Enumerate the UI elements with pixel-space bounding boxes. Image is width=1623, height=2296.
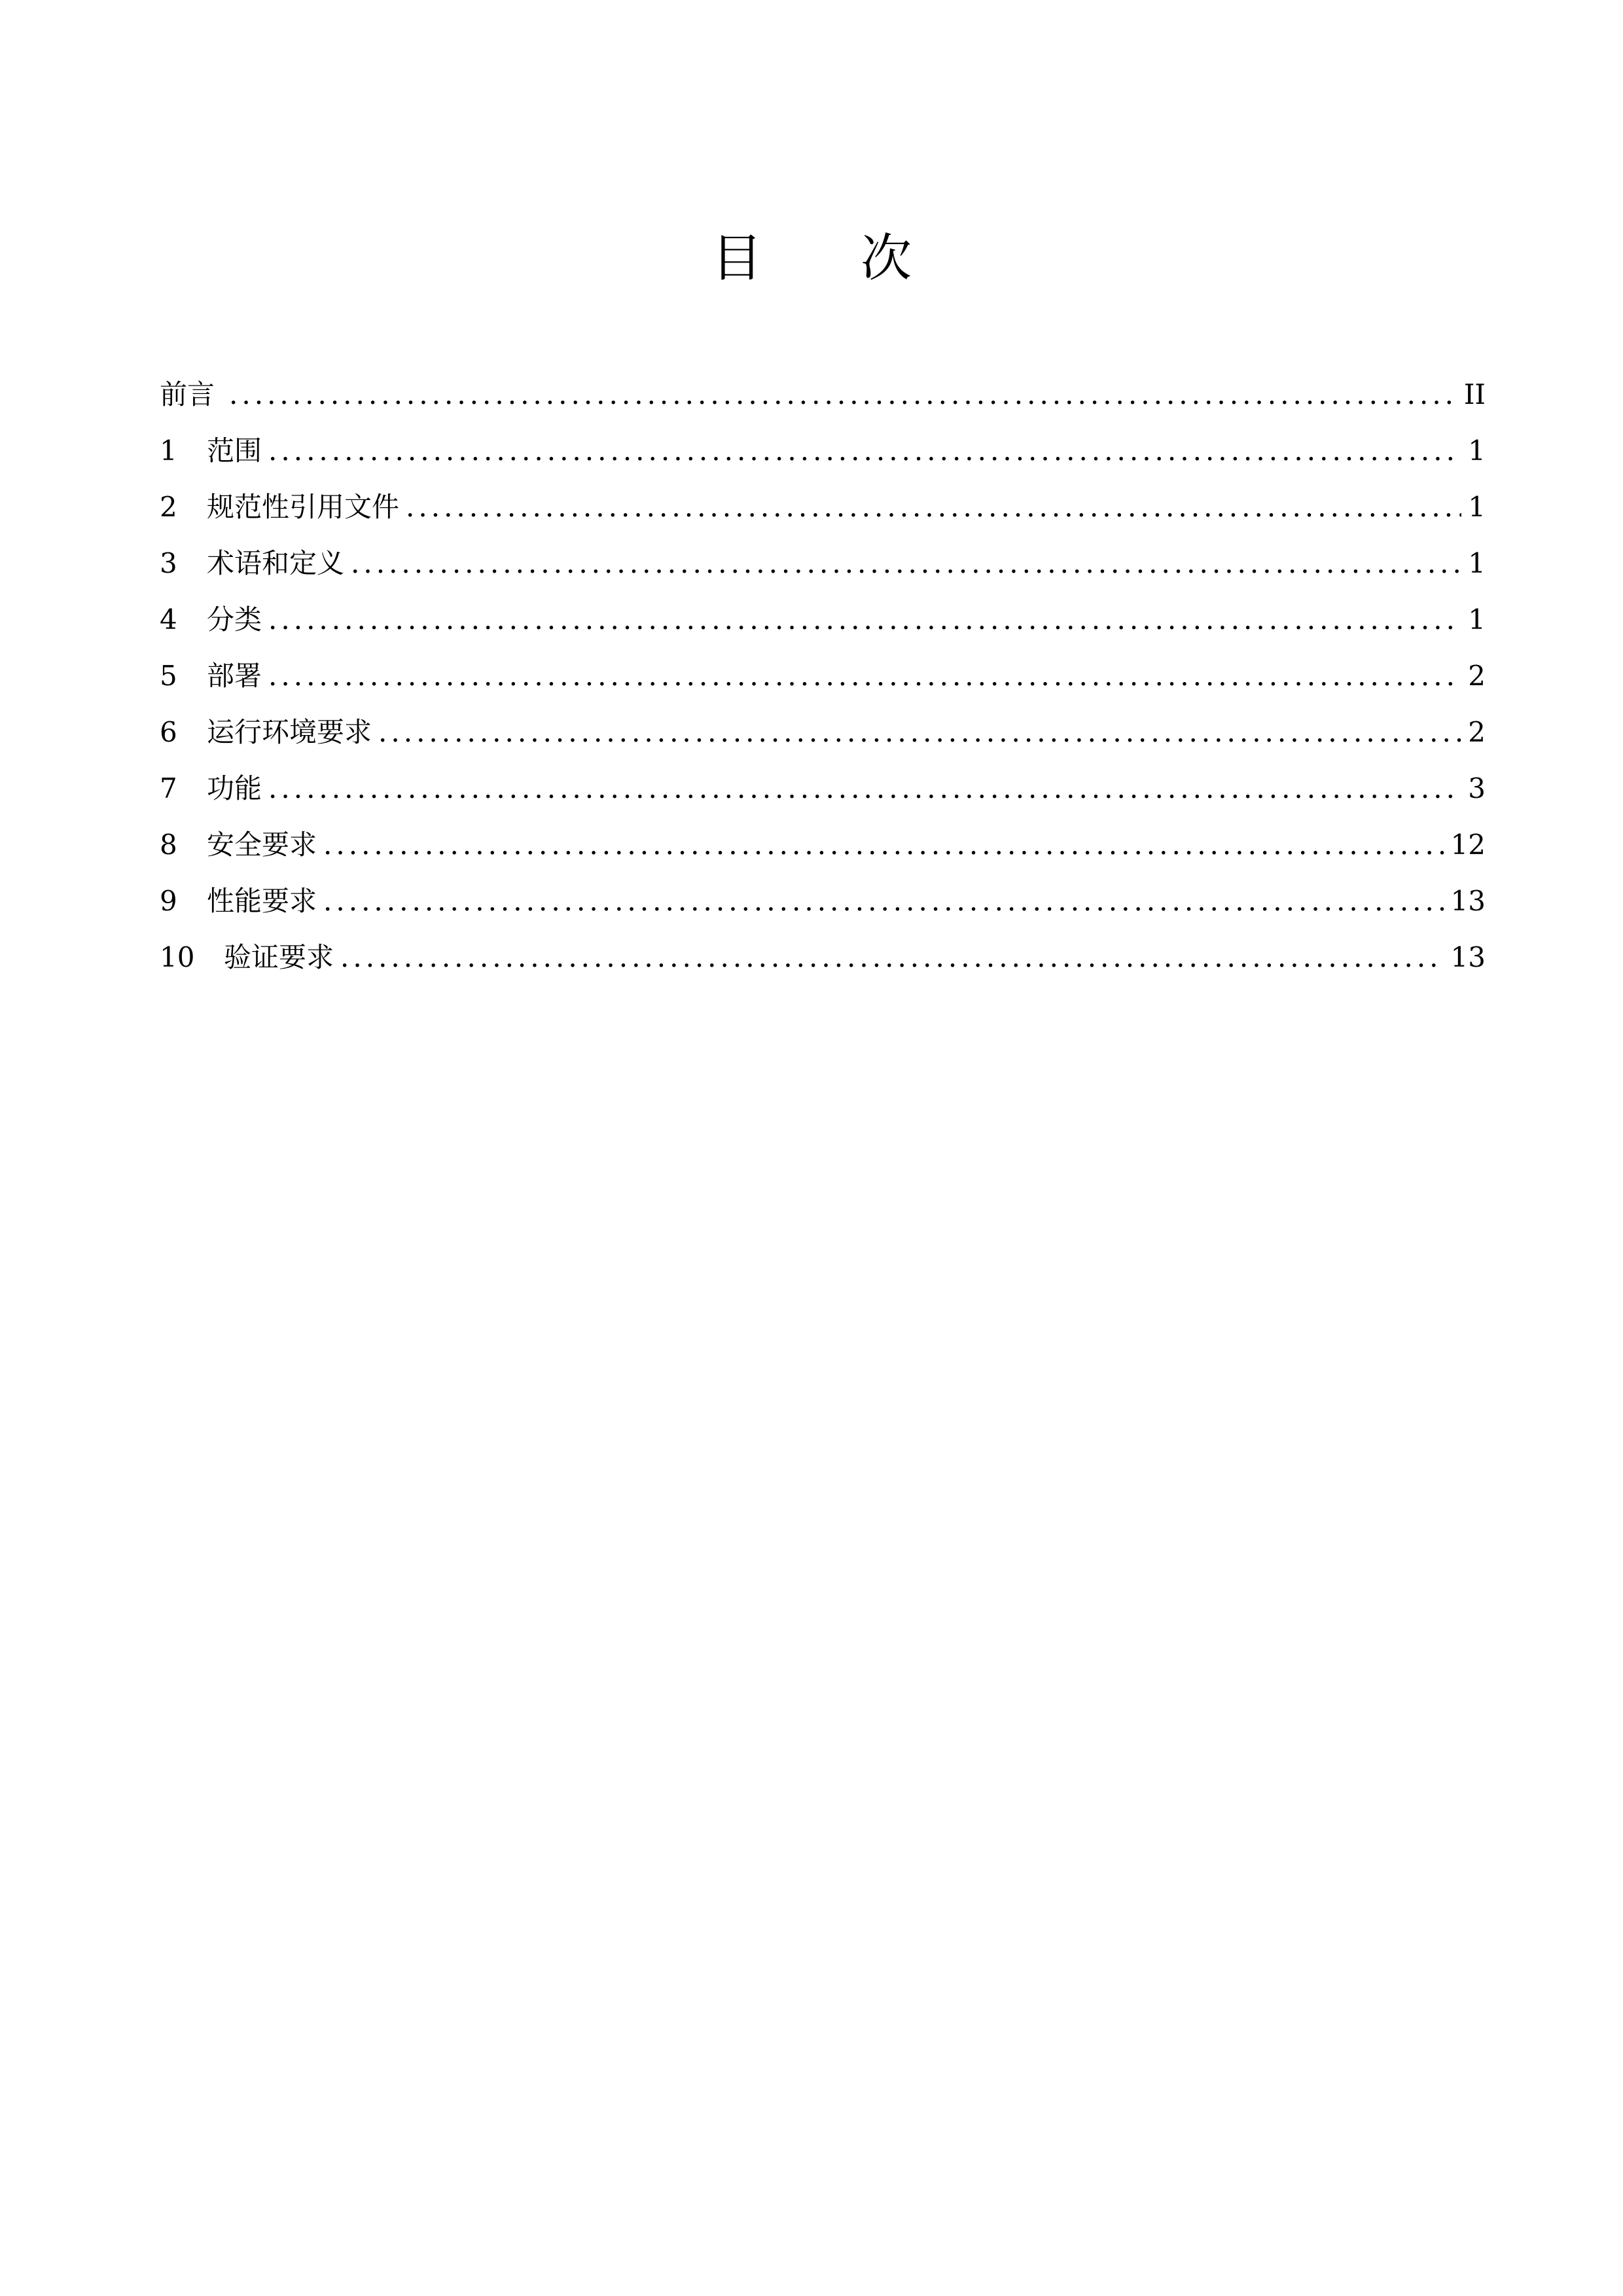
toc-entry-title: 术语和定义	[207, 547, 345, 579]
toc-entry-page: 12	[1450, 829, 1486, 861]
toc-entry-page: 13	[1450, 885, 1486, 917]
toc-entry-10[interactable]	[160, 929, 1486, 986]
toc-entry-title: 运行环境要求	[207, 716, 372, 748]
toc-entry-number: 5	[160, 660, 177, 692]
toc-entry-foreword[interactable]	[160, 367, 1486, 423]
toc-entry-page: 1	[1468, 603, 1486, 636]
toc-leader-dots	[406, 493, 1461, 521]
toc-entry-page: 1	[1468, 491, 1486, 523]
page-title	[0, 223, 1623, 295]
toc-entry-3[interactable]	[160, 535, 1486, 592]
toc-entry-number: 7	[160, 772, 177, 804]
toc-entry-page: 2	[1468, 660, 1486, 692]
toc-leader-dots	[378, 719, 1461, 746]
toc-leader-dots	[229, 381, 1457, 408]
toc-leader-dots	[340, 944, 1444, 971]
toc-entry-number: 8	[160, 829, 177, 861]
toc-entry-title: 验证要求	[224, 941, 334, 973]
toc-entry-title: 安全要求	[207, 829, 317, 861]
title-char-2: 次	[861, 229, 912, 288]
toc-entry-page: 3	[1468, 772, 1486, 804]
toc-entry-number: 6	[160, 716, 177, 748]
toc-leader-dots	[268, 437, 1461, 465]
toc-entry-title: 部署	[207, 660, 262, 692]
toc-entry-title: 分类	[207, 603, 262, 636]
toc-entry-title: 范围	[207, 435, 262, 467]
toc-entry-7[interactable]	[160, 761, 1486, 817]
toc-entry-page: 1	[1468, 547, 1486, 579]
toc-entry-8[interactable]	[160, 817, 1486, 873]
toc-entry-page: II	[1463, 378, 1486, 410]
toc-entry-page: 1	[1468, 435, 1486, 467]
toc-leader-dots	[323, 831, 1444, 859]
table-of-contents	[160, 367, 1486, 986]
toc-entry-page: 2	[1468, 716, 1486, 748]
toc-entry-4[interactable]	[160, 592, 1486, 648]
toc-entry-number: 1	[160, 435, 177, 467]
toc-entry-6[interactable]	[160, 704, 1486, 761]
toc-leader-dots	[268, 606, 1461, 634]
toc-entry-number: 10	[160, 941, 195, 973]
toc-leader-dots	[351, 550, 1461, 577]
toc-entry-title: 前言	[160, 378, 215, 410]
toc-entry-number: 9	[160, 885, 177, 917]
toc-entry-1[interactable]	[160, 423, 1486, 479]
toc-entry-9[interactable]	[160, 873, 1486, 929]
toc-entry-2[interactable]	[160, 479, 1486, 535]
toc-leader-dots	[268, 662, 1461, 690]
toc-entry-number: 4	[160, 603, 177, 636]
toc-leader-dots	[268, 775, 1461, 802]
toc-entry-5[interactable]	[160, 648, 1486, 704]
toc-entry-number: 3	[160, 547, 177, 579]
toc-entry-title: 规范性引用文件	[207, 491, 400, 523]
toc-entry-title: 功能	[207, 772, 262, 804]
toc-entry-title: 性能要求	[207, 885, 317, 917]
title-char-1: 目	[711, 229, 762, 288]
toc-entry-page: 13	[1450, 941, 1486, 973]
toc-leader-dots	[323, 888, 1444, 915]
toc-entry-number: 2	[160, 491, 177, 523]
